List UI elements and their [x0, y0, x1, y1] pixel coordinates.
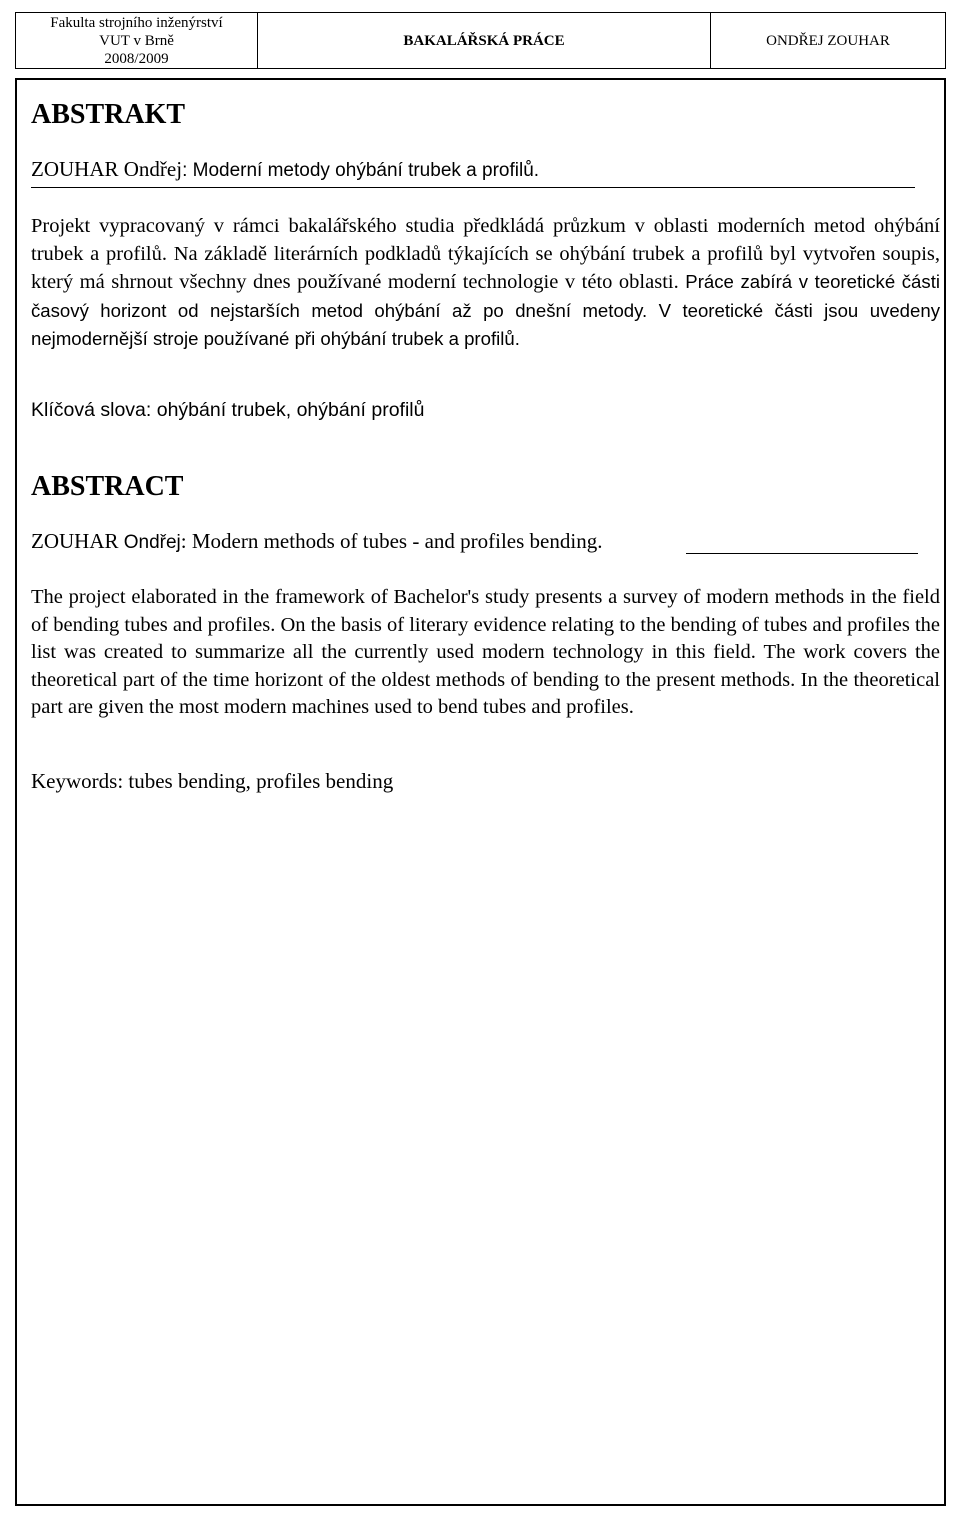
header-author-name: ONDŘEJ ZOUHAR	[766, 32, 890, 49]
abstract-citation-title: : Modern methods of tubes - and profiles bending.	[180, 529, 603, 553]
abstrakt-divider	[31, 187, 915, 188]
abstrakt-citation-author: ZOUHAR Ondřej	[31, 157, 183, 181]
abstrakt-keywords: Klíčová slova: ohýbání trubek, ohýbání profilů	[31, 399, 425, 421]
header-doc-type-label: BAKALÁŘSKÁ PRÁCE	[403, 32, 565, 49]
abstract-heading: ABSTRACT	[31, 471, 184, 502]
abstrakt-paragraph	[31, 213, 940, 354]
abstract-citation-author: Ondřej	[123, 532, 181, 553]
abstract-citation	[31, 528, 602, 556]
abstract-keywords: Keywords: tubes bending, profiles bending	[31, 769, 394, 793]
header-doc-type	[258, 13, 711, 68]
abstrakt-citation-title: : Moderní metody ohýbání trubek a profilů.	[182, 160, 540, 181]
page-header	[15, 12, 946, 69]
abstrakt-heading: ABSTRAKT	[31, 99, 186, 130]
abstract-citation-prefix: ZOUHAR	[31, 529, 124, 553]
abstrakt-paragraph-part1: Projekt vypracovaný v rámci bakalářského studia předkládá průzkum v oblasti moderních metod ohýbání trubek a profilů. Na základě literárních podkladů týkajících se ohýbání trubek a profilů byl vytvořen soupis, který má shrnout všechny dnes používané moderní technologie v této oblasti.	[31, 215, 940, 294]
header-faculty	[16, 13, 258, 68]
header-year: 2008/2009	[104, 50, 169, 67]
abstrakt-citation	[31, 156, 539, 184]
header-university: VUT v Brně	[99, 32, 174, 49]
abstract-paragraph: The project elaborated in the framework of Bachelor's study presents a survey of modern methods in the field of bending tubes and profiles. On the basis of literary evidence relating to the bending of tubes and profiles the list was created to summarize all the currently used modern technology in this field. The work covers the theoretical part of the time horizont of the oldest methods of bending to the present methods. In the theoretical part are given the most modern machines used to bend tubes and profiles.	[31, 586, 940, 719]
header-author	[711, 13, 945, 68]
header-faculty-name: Fakulta strojního inženýrství	[50, 14, 223, 31]
abstrakt-paragraph-part2: Práce zabírá v teoretické části časový horizont od nejstarších metod ohýbání až po dnešní metody. V teoretické části jsou uvedeny nejmodernější stroje používané při ohýbání trubek a profilů.	[31, 271, 940, 350]
abstract-divider	[686, 553, 918, 554]
